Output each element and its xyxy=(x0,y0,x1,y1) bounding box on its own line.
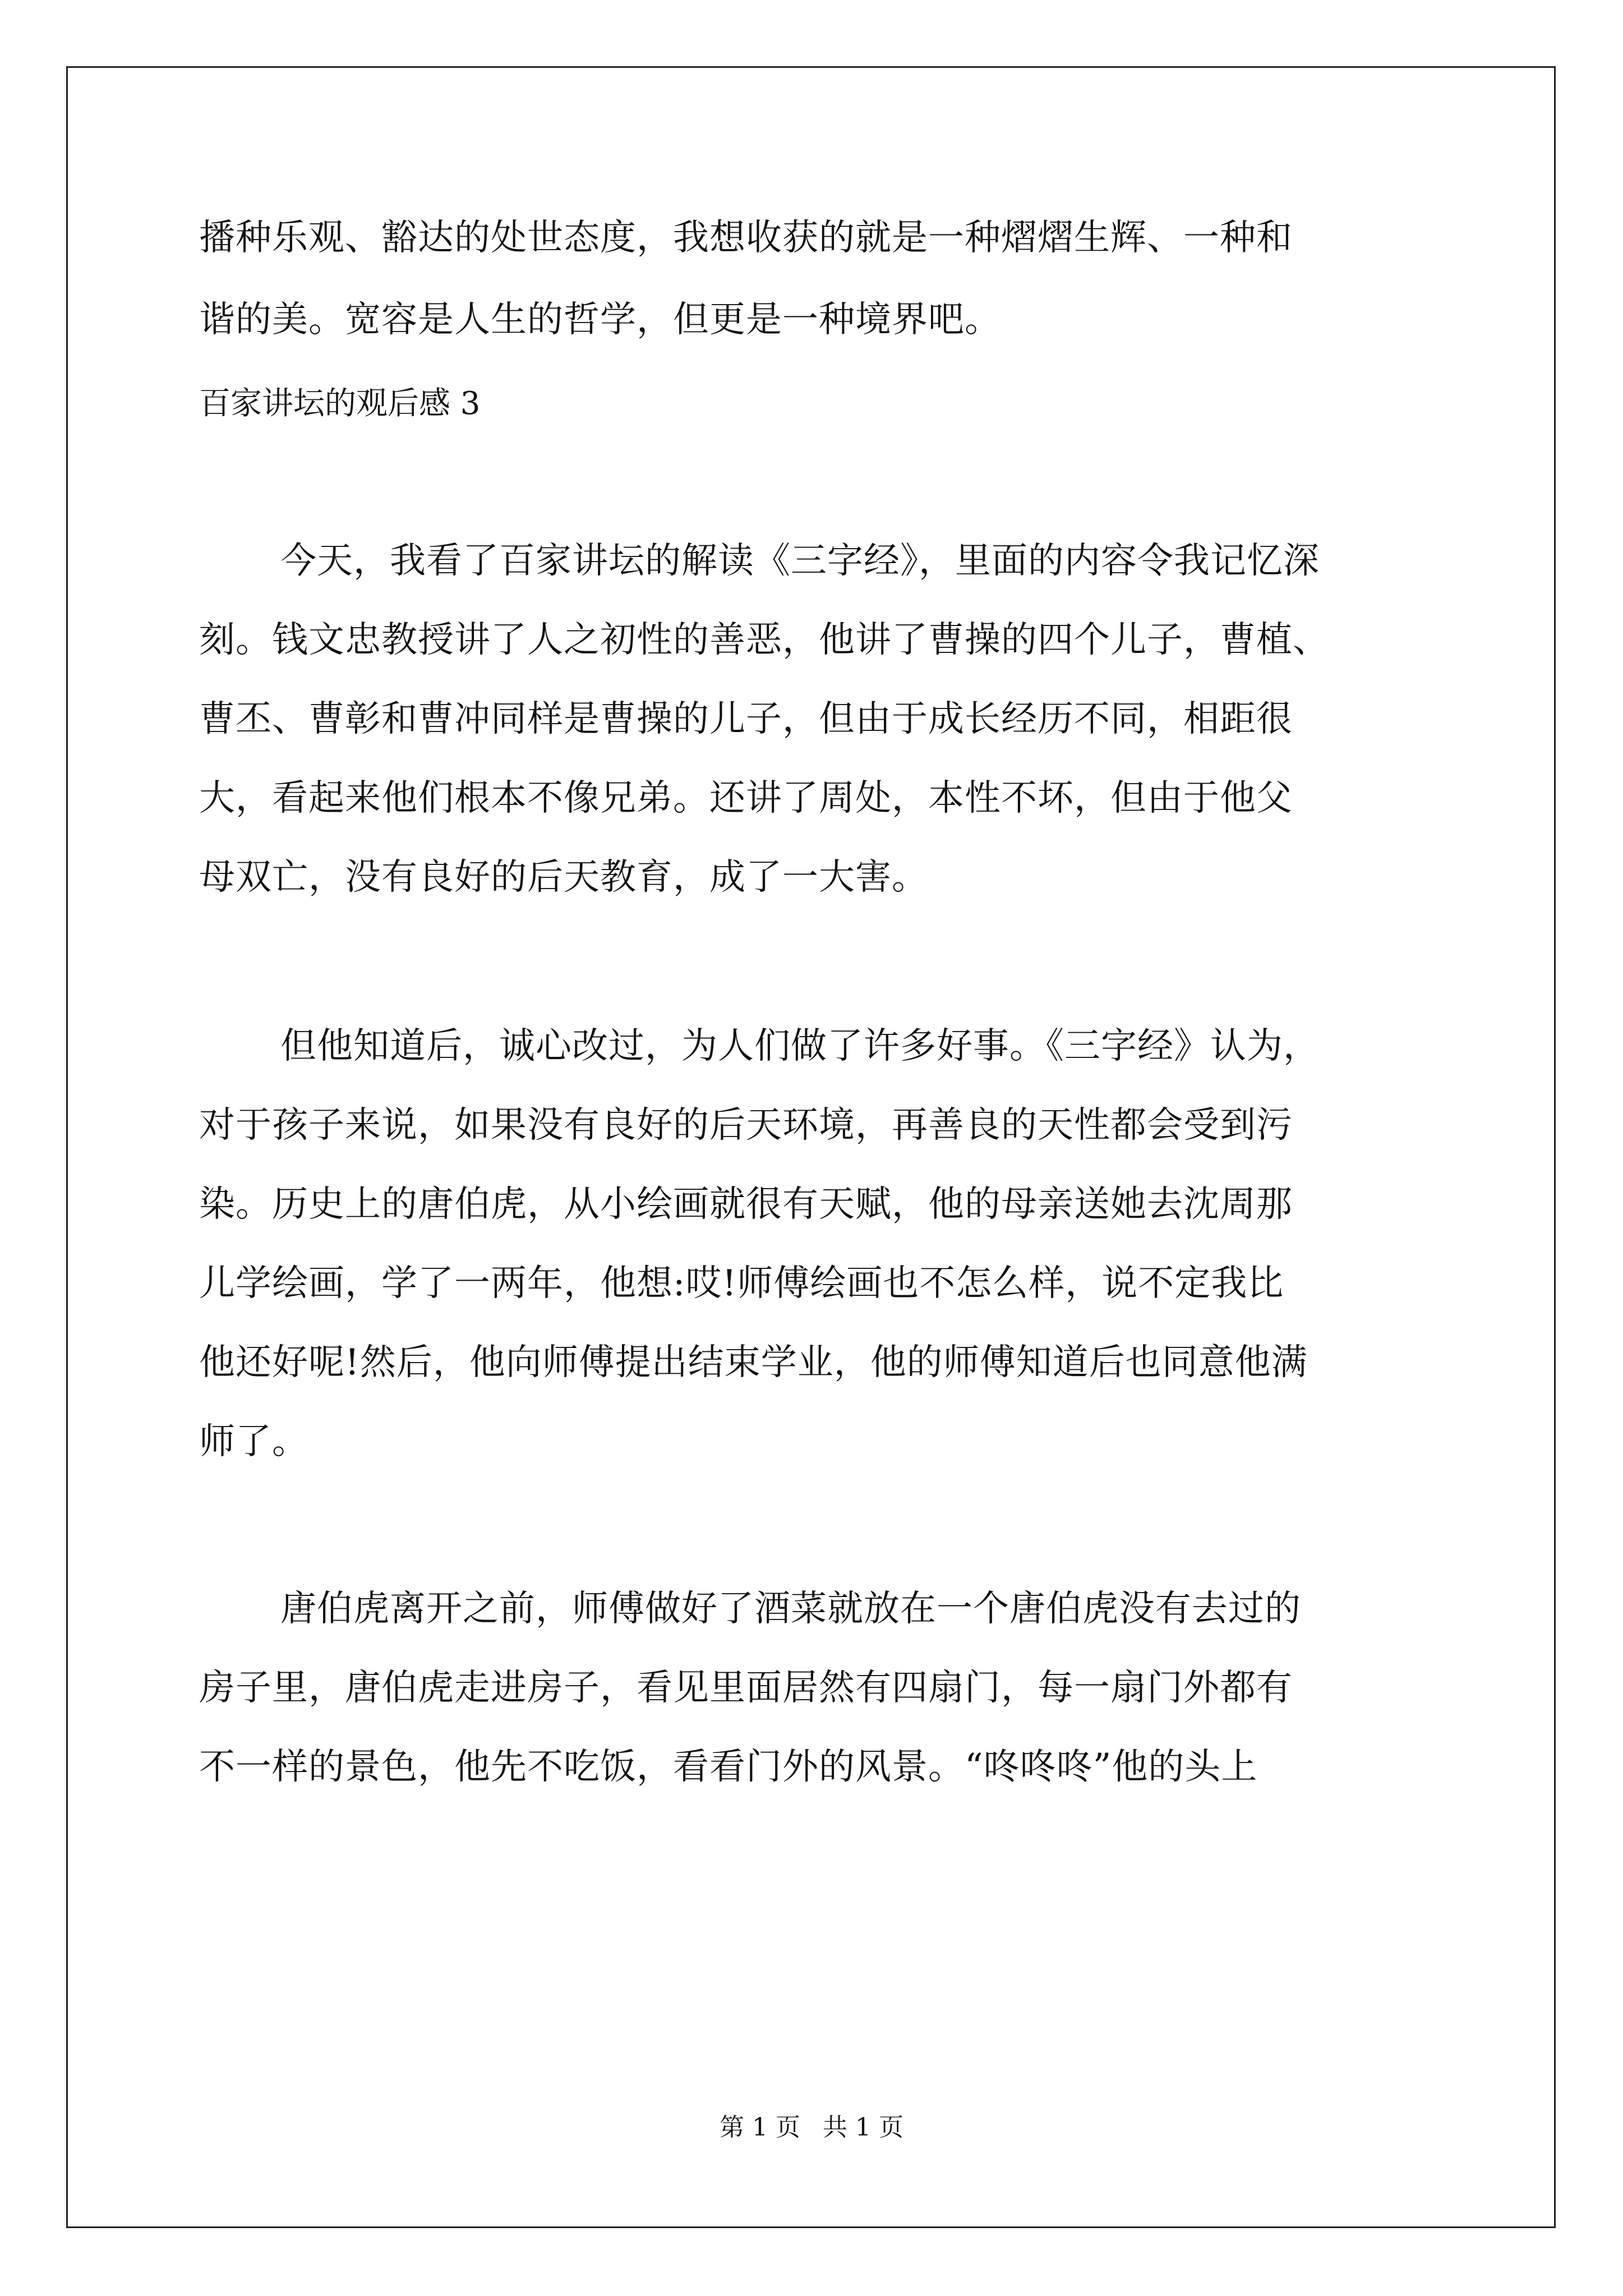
section-heading: 百家讲坛的观后感 3 xyxy=(199,385,481,422)
page-footer xyxy=(0,2112,1623,2143)
paragraph-first-line: 今天，我看了百家讲坛的解读《三字经》，里面的内容令我记忆深 xyxy=(280,540,1320,582)
body-text-line: 房子里，唐伯虎走进房子，看见里面居然有四扇门，每一扇门外都有 xyxy=(199,1667,1293,1709)
body-text-line: 他还好呢!然后，他向师傅提出结束学业，他的师傅知道后也同意他满 xyxy=(199,1342,1308,1383)
body-text-line: 不一样的景色，他先不吃饭，看看门外的风景。“咚咚咚”他的头上 xyxy=(199,1746,1258,1788)
body-text-line: 谐的美。宽容是人生的哲学，但更是一种境界吧。 xyxy=(199,299,1001,341)
body-text-line: 对于孩子来说，如果没有良好的后天环境，再善良的天性都会受到污 xyxy=(199,1105,1293,1146)
body-text-line: 曹丕、曹彰和曹冲同样是曹操的儿子，但由于成长经历不同，相距很 xyxy=(199,698,1293,740)
body-text-line: 播种乐观、豁达的处世态度，我想收获的就是一种熠熠生辉、一种和 xyxy=(199,217,1293,259)
body-text-line: 母双亡，没有良好的后天教育，成了一大害。 xyxy=(199,857,928,898)
body-text-line: 师了。 xyxy=(199,1421,308,1462)
body-text-line: 染。历史上的唐伯虎，从小绘画就很有天赋，他的母亲送她去沈周那 xyxy=(199,1184,1293,1225)
page-number: 第 1 页 xyxy=(720,2113,800,2142)
body-text-line: 儿学绘画，学了一两年，他想:哎!师傅绘画也不怎么样，说不定我比 xyxy=(199,1263,1284,1304)
page-total: 共 1 页 xyxy=(823,2113,903,2142)
body-text-line: 刻。钱文忠教授讲了人之初性的善恶，他讲了曹操的四个儿子，曹植、 xyxy=(199,619,1329,661)
paragraph-first-line: 唐伯虎离开之前，师傅做好了酒菜就放在一个唐伯虎没有去过的 xyxy=(280,1588,1301,1630)
body-text-line: 大，看起来他们根本不像兄弟。还讲了周处，本性不坏，但由于他父 xyxy=(199,777,1293,819)
paragraph-first-line: 但他知道后，诚心改过，为人们做了许多好事。《三字经》认为， xyxy=(280,1025,1320,1067)
